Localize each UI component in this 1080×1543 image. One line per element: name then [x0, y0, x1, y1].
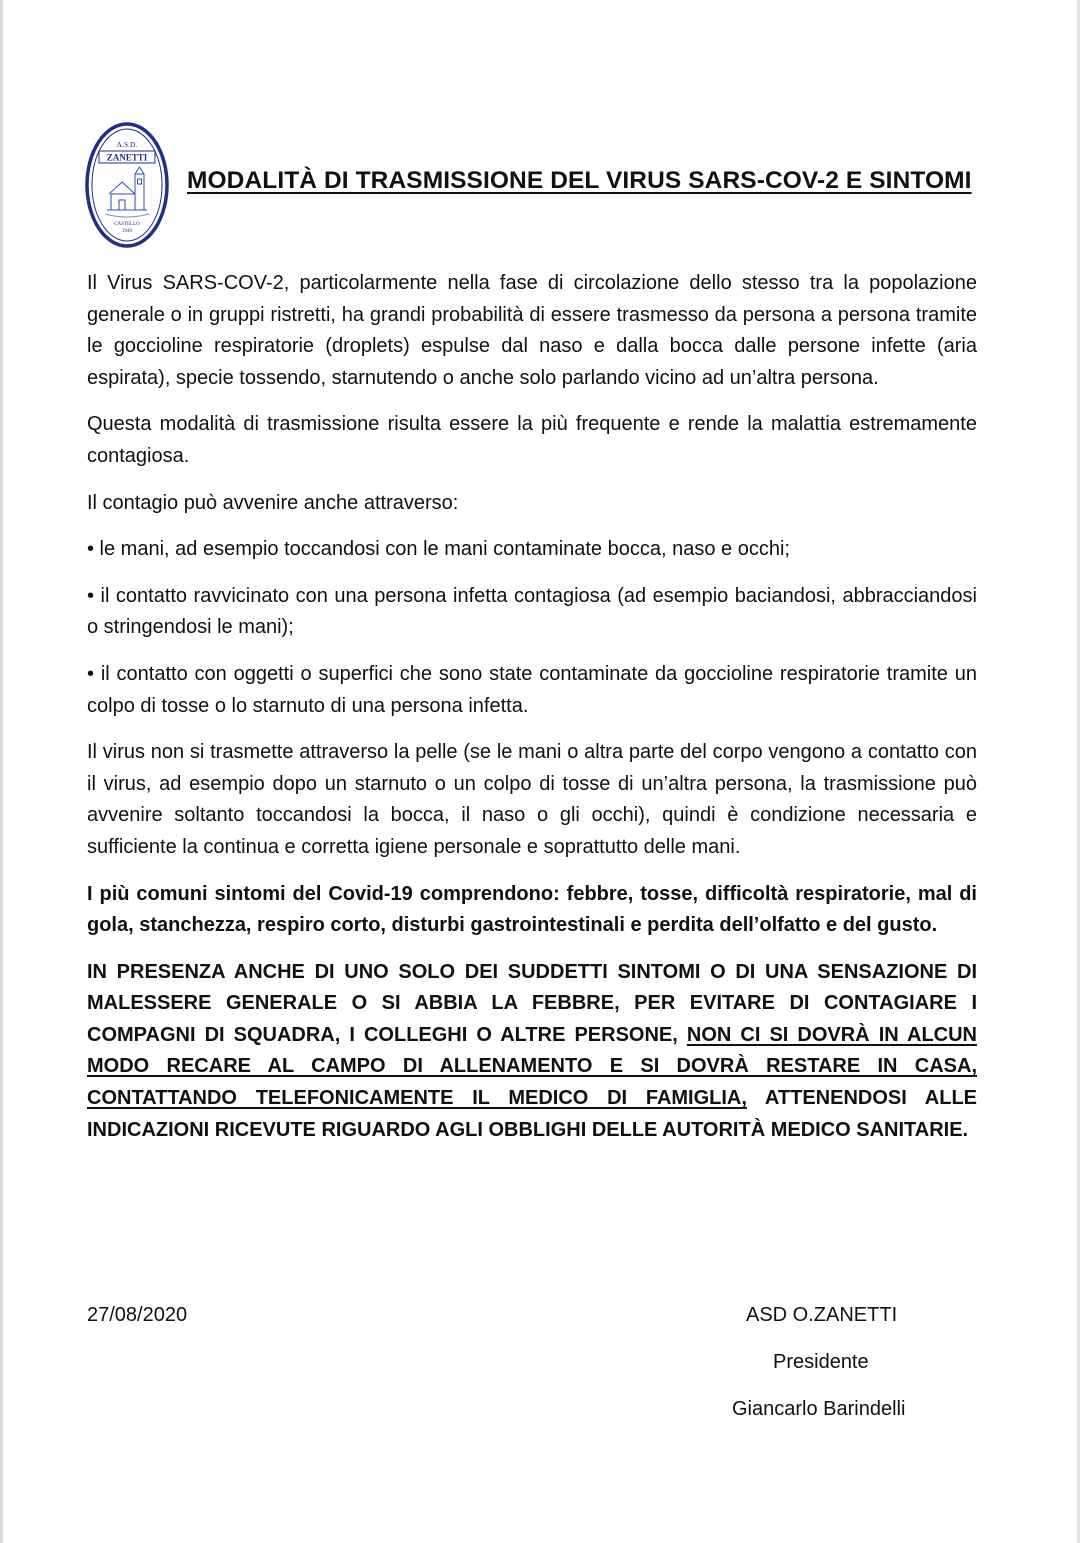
paragraph-transmission: Il Virus SARS-COV-2, particolarmente nella fase di circolazione dello stesso tra la popolazione generale o in gruppi ristretti, ha grandi probabilità di essere trasmesso da persona a persona tramite le goccioline respiratorie (droplets) espulse dal naso e dalla bocca dalle persone infette (aria espirata), specie tossendo, starnutendo o anche solo parlando vicino ad un’altra persona. — [87, 272, 977, 389]
paragraph-warning — [87, 957, 977, 1147]
bullet-surfaces: • il contatto con oggetti o superfici che sono state contaminate da goccioline respiratorie tramite un colpo di tosse o lo starnuto di una persona infetta. — [87, 662, 977, 717]
document-body — [87, 268, 977, 1161]
paragraph-frequency: Questa modalità di trasmissione risulta essere la più frequente e rende la malattia estremamente contagiosa. — [87, 413, 977, 467]
page-title: MODALITÀ DI TRASMISSIONE DEL VIRUS SARS-COV-2 E SINTOMI — [187, 167, 972, 194]
paragraph-skin: Il virus non si trasmette attraverso la pelle (se le mani o altra parte del corpo vengono a contatto con il virus, ad esempio dopo un starnuto o un colpo di tosse di un’altra persona, la trasmissione può avvenire soltanto toccandosi la bocca, il naso o gli occhi), quindi è condizione necessaria e sufficiente la continua e corretta igiene personale e soprattutto delle mani. — [87, 741, 977, 858]
paragraph-contagion-intro: Il contagio può avvenire anche attraverso: — [87, 491, 459, 514]
warning-text-underlined: NON CI SI DOVRÀ IN ALCUN MODO RECARE AL CAMPO DI ALLENAMENTO E SI DOVRÀ RESTARE IN CASA, CONTATTANDO TELEFONICAMENTE IL MEDICO DI FAMIGLIA, — [87, 1023, 977, 1110]
document-date: 27/08/2020 — [87, 1304, 188, 1326]
bullet-close-contact: • il contatto ravvicinato con una persona infetta contagiosa (ad esempio baciandosi, abbracciandosi o stringendosi le mani); — [87, 584, 977, 639]
signature-name: Giancarlo Barindelli — [732, 1398, 906, 1420]
logo-name: ZANETTI — [106, 152, 148, 163]
bullet-hands: • le mani, ad esempio toccandosi con le mani contaminate bocca, naso e occhi; — [87, 538, 790, 561]
logo-place: CASTELLO — [114, 222, 140, 227]
signature-org: ASD O.ZANETTI — [746, 1304, 898, 1326]
signature-role: Presidente — [773, 1351, 869, 1373]
club-logo — [85, 122, 169, 248]
page-edge-left — [0, 0, 3, 1543]
logo-top-text: A.S.D. — [116, 140, 138, 149]
logo-year: 1940 — [122, 229, 132, 234]
warning-text-end: ATTENENDOSI ALLE INDICAZIONI RICEVUTE RIGUARDO AGLI OBBLIGHI DELLE AUTORITÀ MEDICO SANITARIE. — [87, 1087, 977, 1141]
warning-text-start: IN PRESENZA ANCHE DI UNO SOLO DEI SUDDETTI SINTOMI O DI UNA SENSAZIONE DI MALESSERE GENERALE O SI ABBIA LA FEBBRE, PER EVITARE DI CONTAGIARE I COMPAGNI DI SQUADRA, I COLLEGHI O ALTRE PERSONE, — [87, 960, 977, 1046]
paragraph-symptoms: I più comuni sintomi del Covid-19 comprendono: febbre, tosse, difficoltà respiratorie, mal di gola, stanchezza, respiro corto, disturbi gastrointestinali e perdita dell’olfatto e del gusto. — [87, 882, 977, 937]
